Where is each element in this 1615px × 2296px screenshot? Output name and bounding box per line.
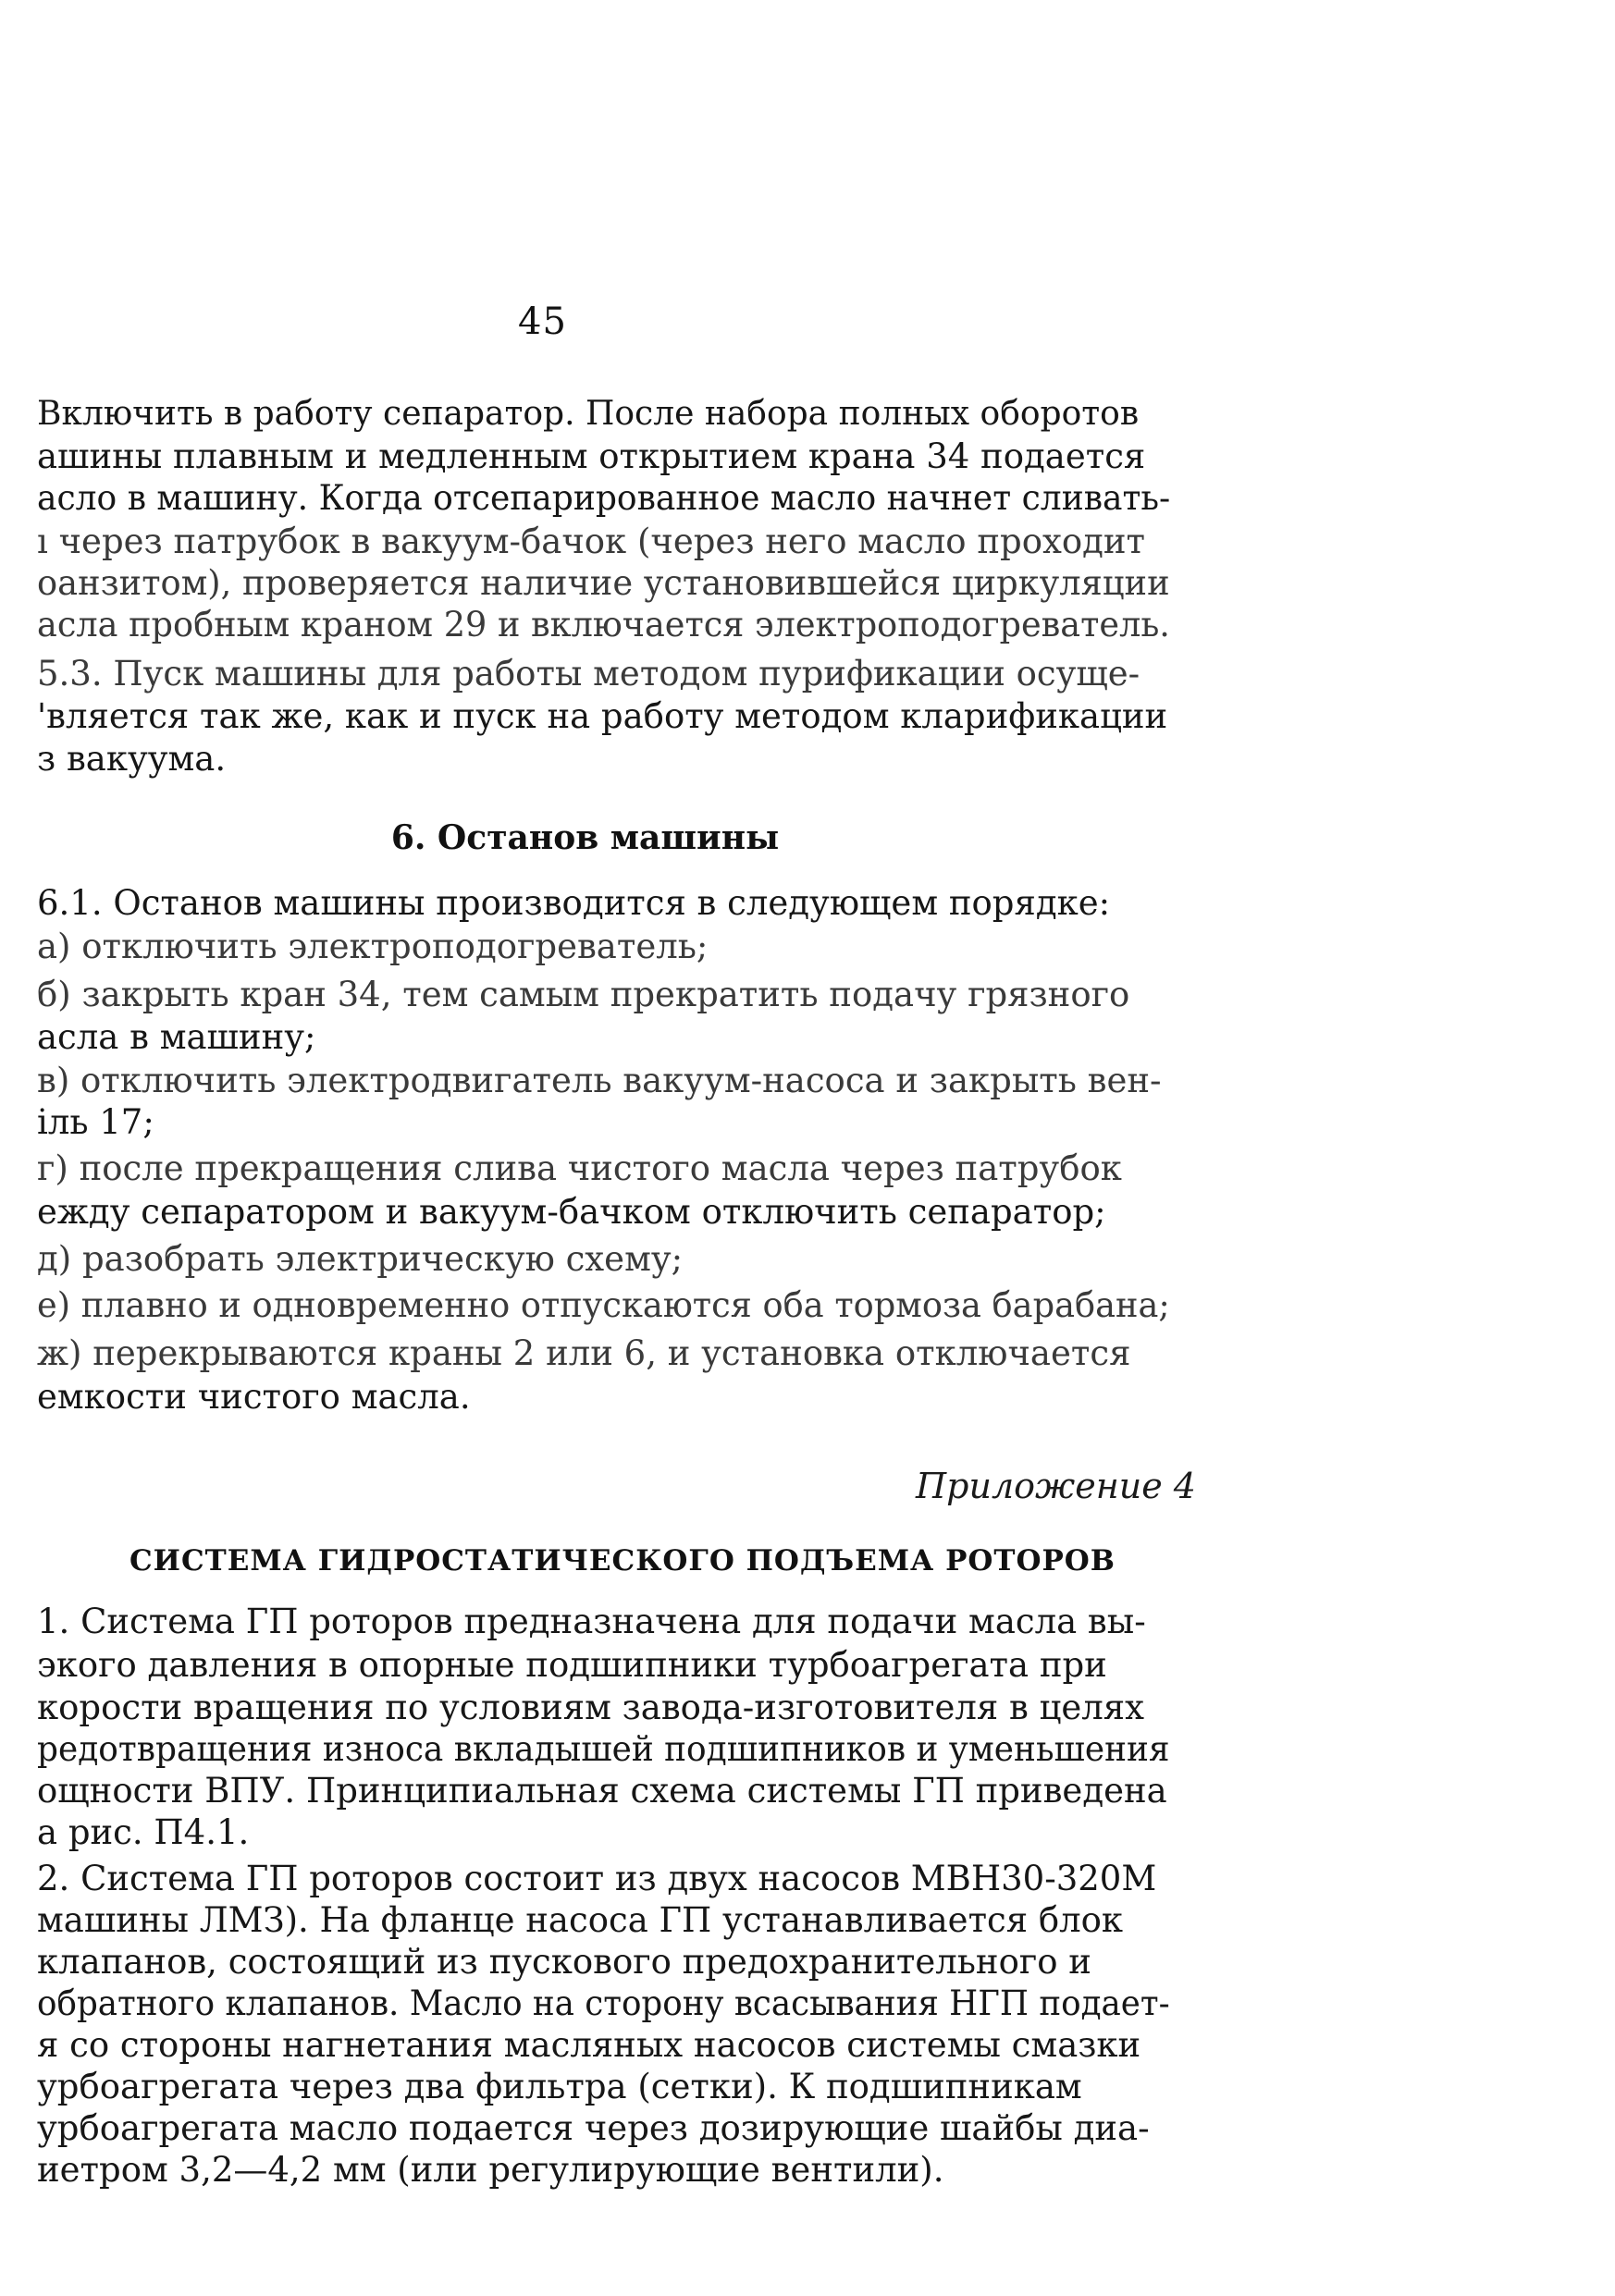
text-line: іль 17; [37, 1102, 154, 1142]
text-line: е) плавно и одновременно отпускаются оба тормоза барабана; [37, 1285, 1170, 1325]
page-number: 45 [518, 301, 567, 343]
text-line: машины ЛМЗ). На фланце насоса ГП устанавливается блок [37, 1900, 1124, 1940]
text-line: г) после прекращения слива чистого масла через патрубок [37, 1148, 1122, 1188]
text-line: ашины плавным и медленным открытием крана 34 подается [37, 436, 1146, 476]
section-heading: 6. Останов машины [390, 818, 780, 857]
text-line: д) разобрать электрическую схему; [37, 1239, 684, 1279]
text-line: ж) перекрываются краны 2 или 6, и установка отключается [37, 1333, 1131, 1373]
text-line: урбоагрегата масло подается через дозирующие шайбы диа- [37, 2108, 1150, 2148]
text-line: я со стороны нагнетания масляных насосов системы смазки [37, 2025, 1141, 2065]
text-line: ежду сепаратором и вакуум-бачком отключить сепаратор; [37, 1192, 1106, 1232]
text-line: редотвращения износа вкладышей подшипников и уменьшения [37, 1729, 1170, 1769]
text-line: ощности ВПУ. Принципиальная схема системы ГП приведена [37, 1771, 1167, 1811]
text-line: в) отключить электродвигатель вакуум-насоса и закрыть вен- [37, 1061, 1162, 1100]
text-line: клапанов, состоящий из пускового предохранительного и [37, 1942, 1091, 1982]
text-line: 6.1. Останов машины производится в следующем порядке: [37, 883, 1111, 923]
text-line: 'вляется так же, как и пуск на работу методом кларификации [37, 696, 1168, 736]
text-line: обратного клапанов. Масло на сторону всасывания НГП подает- [37, 1983, 1170, 2023]
text-line: 2. Система ГП роторов состоит из двух насосов МВН30-320М [37, 1859, 1157, 1898]
text-line: экого давления в опорные подшипники турбоагрегата при [37, 1645, 1107, 1685]
text-line: з вакуума. [37, 739, 227, 779]
text-line: 1. Система ГП роторов предназначена для подачи масла вы- [37, 1602, 1146, 1641]
text-line: иетром 3,2—4,2 мм (или регулирующие вентили). [37, 2150, 944, 2190]
appendix-label: Приложение 4 [916, 1466, 1196, 1506]
text-line: асла пробным краном 29 и включается электроподогреватель. [37, 605, 1170, 645]
appendix-title: СИСТЕМА ГИДРОСТАТИЧЕСКОГО ПОДЪЕМА РОТОРОВ [129, 1544, 1116, 1578]
text-line: Включить в работу сепаратор. После набора полных оборотов [37, 395, 1140, 433]
text-line: а рис. П4.1. [37, 1812, 250, 1852]
text-line: ı через патрубок в вакуум-бачок (через него масло проходит [37, 522, 1146, 561]
text-line: оанзитом), проверяется наличие установившейся циркуляции [37, 563, 1170, 603]
text-line: емкости чистого масла. [37, 1377, 471, 1417]
text-line: корости вращения по условиям завода-изготовителя в целях [37, 1688, 1145, 1727]
text-line: б) закрыть кран 34, тем самым прекратить подачу грязного [37, 975, 1130, 1014]
text-line: асло в машину. Когда отсепарированное масло начнет сливать- [37, 478, 1171, 518]
text-line: 5.3. Пуск машины для работы методом пурификации осуще- [37, 654, 1140, 694]
text-line: а) отключить электроподогреватель; [37, 927, 709, 966]
text-line: асла в машину; [37, 1017, 316, 1057]
text-line: урбоагрегата через два фильтра (сетки). К подшипникам [37, 2067, 1082, 2106]
